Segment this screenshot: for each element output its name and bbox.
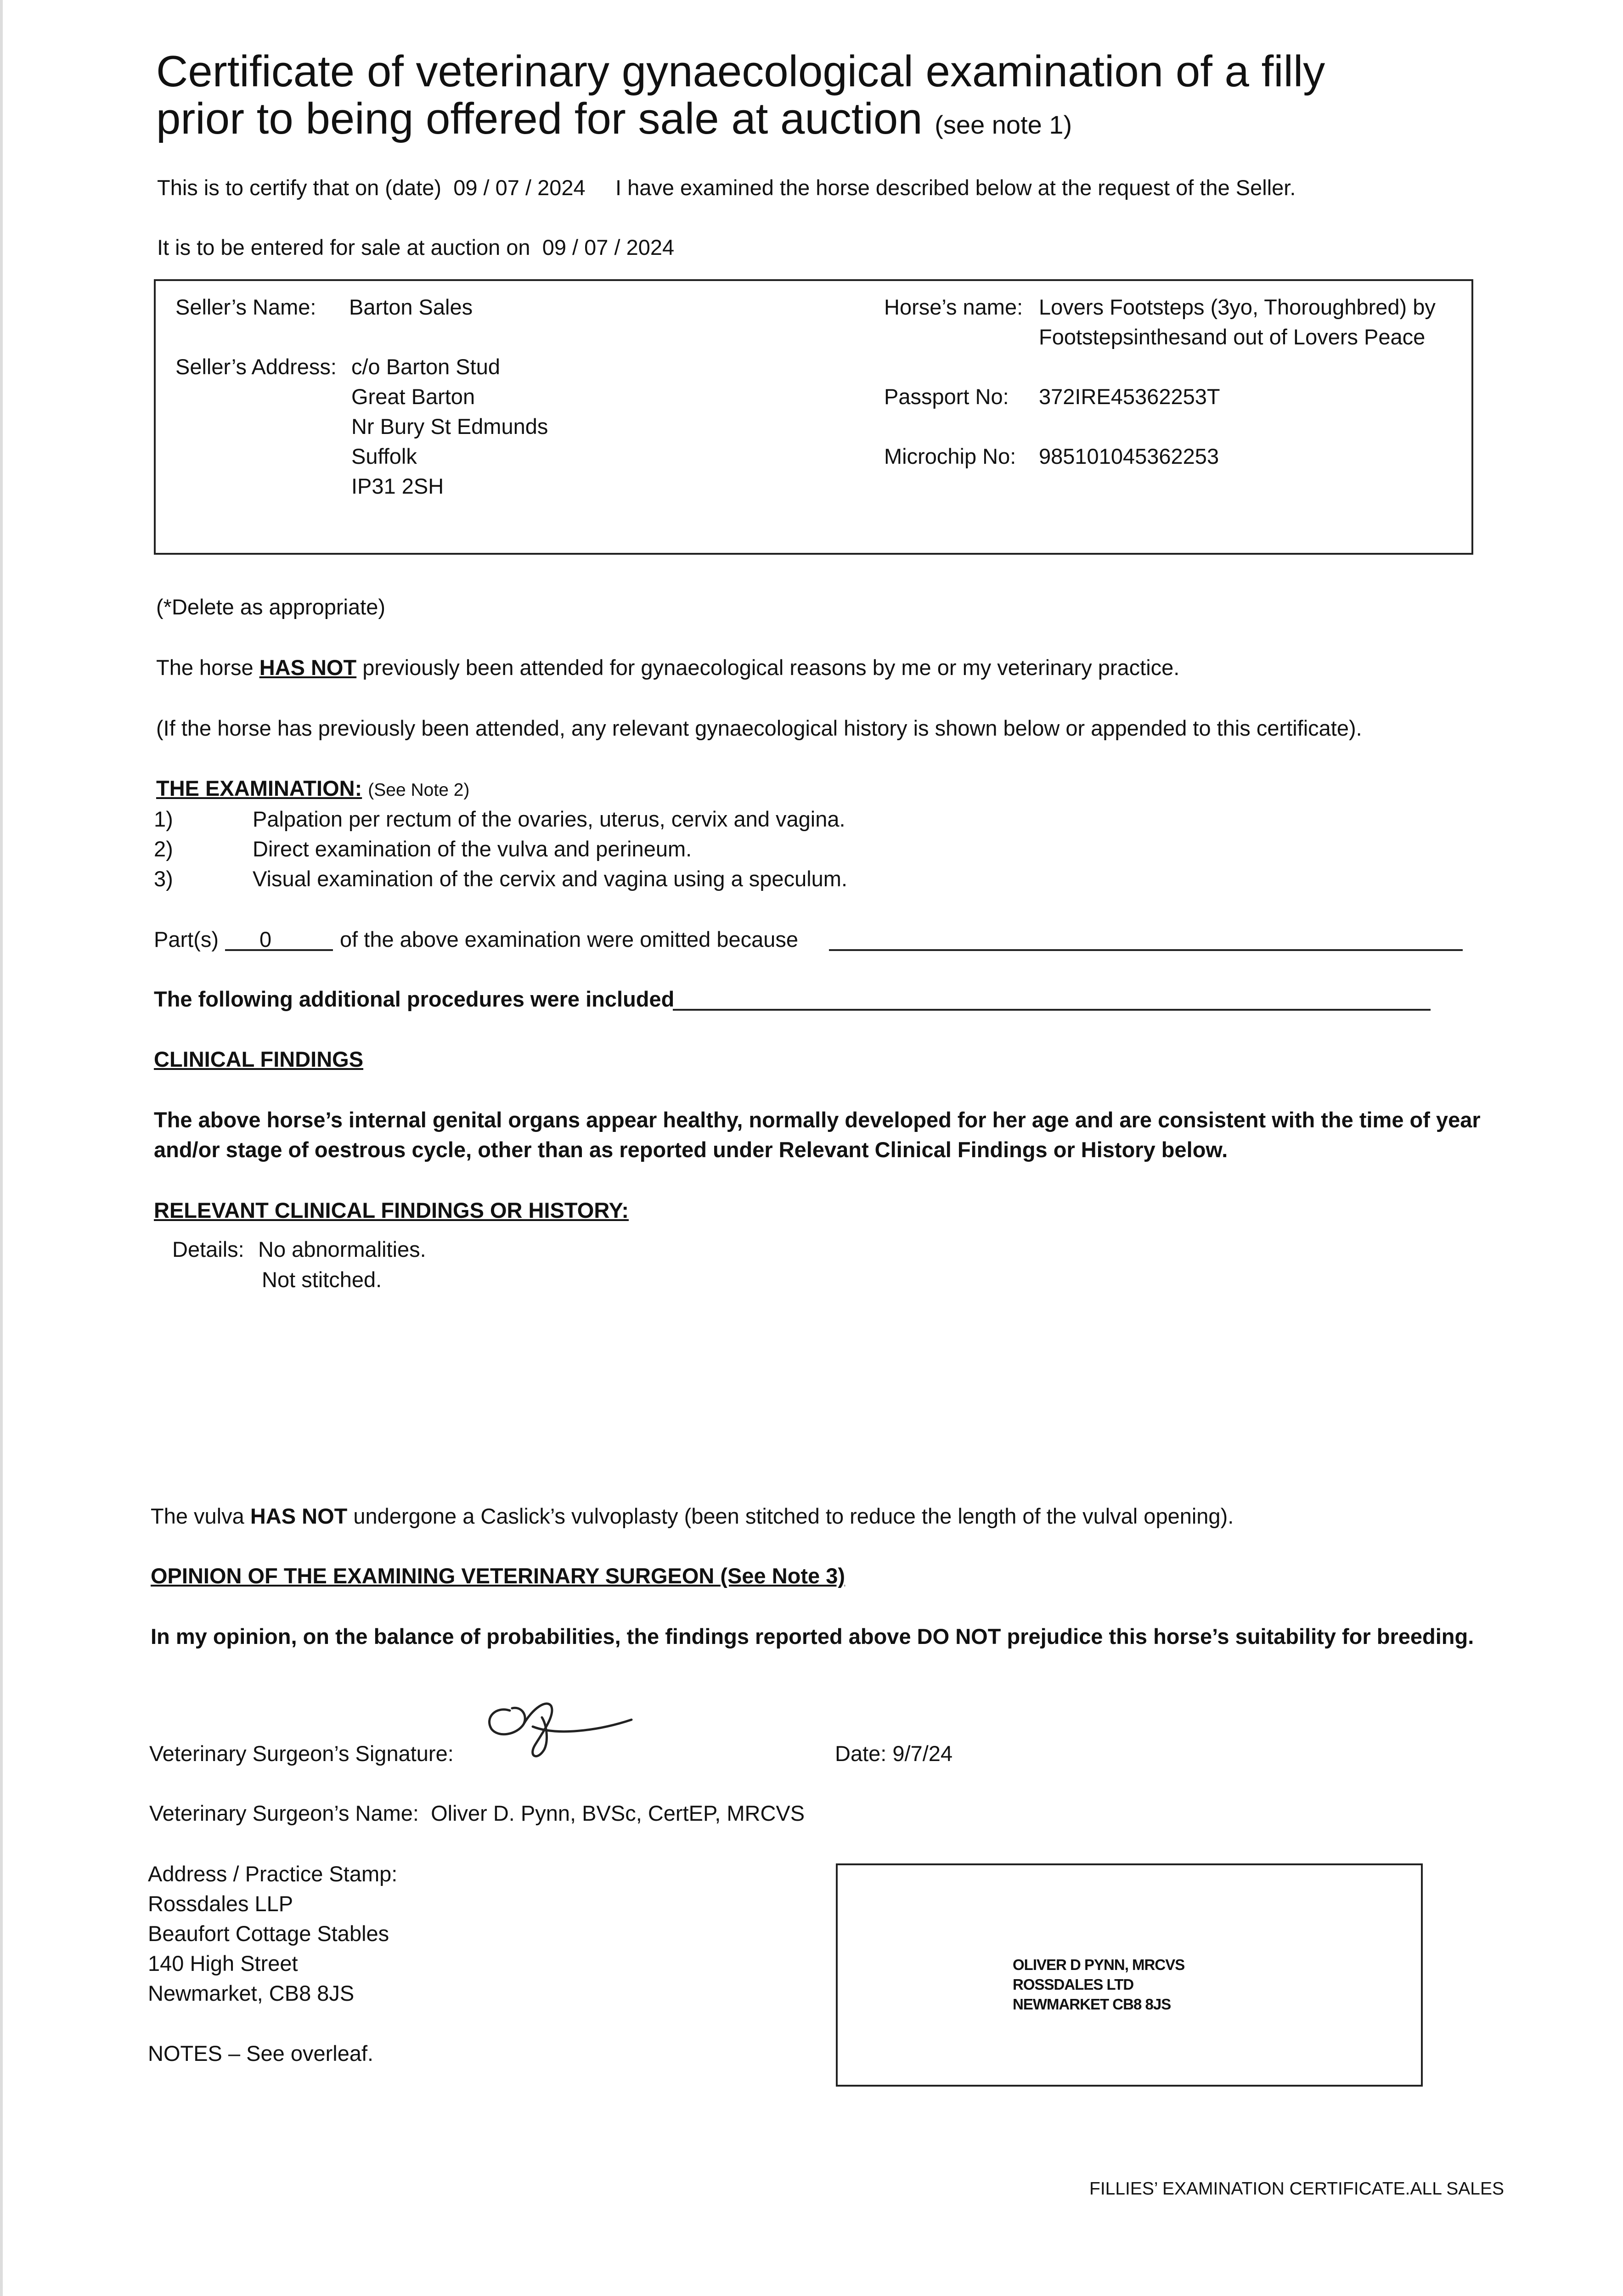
details-label: Details: — [172, 1237, 244, 1261]
seller-address-line-3: Nr Bury St Edmunds — [351, 414, 548, 439]
certify-suffix: I have examined the horse described below at the request of the Seller. — [615, 175, 1296, 200]
title-note: (see note 1) — [935, 110, 1072, 139]
signature-label: Veterinary Surgeon’s Signature: — [149, 1741, 454, 1766]
surgeon-name-label: Veterinary Surgeon’s Name: — [149, 1801, 419, 1825]
clinical-findings-text-1: The above horse’s internal genital organs appear healthy, normally developed for her age and are consistent with the time of year — [154, 1108, 1481, 1132]
passport-number: 372IRE45362253T — [1039, 384, 1220, 409]
date-label: Date: — [835, 1741, 887, 1766]
seller-name-label: Seller’s Name: — [175, 295, 316, 319]
practice-line-2: Beaufort Cottage Stables — [148, 1921, 389, 1946]
exam-date: 09 / 07 / 2024 — [453, 175, 586, 200]
horse-name-line-2: Footstepsinthesand out of Lovers Peace — [1039, 325, 1426, 349]
auction-line — [157, 236, 674, 258]
exam-item-2-num: 2) — [154, 837, 173, 861]
additional-procedures: The following additional procedures were included — [154, 987, 675, 1011]
sign-date: 9/7/24 — [892, 1741, 953, 1766]
stamp-line-1: OLIVER D PYNN, MRCVS — [1013, 1956, 1185, 1973]
passport-label: Passport No: — [884, 384, 1009, 409]
omitted-prefix: Part(s) — [154, 927, 219, 951]
details-line-1: No abnormalities. — [258, 1237, 426, 1261]
microchip-number: 985101045362253 — [1039, 444, 1219, 468]
examination-heading: THE EXAMINATION: — [156, 776, 362, 800]
seller-address-line-5: IP31 2SH — [351, 474, 444, 498]
exam-item-3-num: 3) — [154, 867, 173, 891]
horse-name-line-1: Lovers Footsteps (3yo, Thoroughbred) by — [1039, 295, 1436, 319]
seller-address-line-4: Suffolk — [351, 444, 417, 468]
certify-line — [157, 177, 1296, 198]
delete-note: (*Delete as appropriate) — [156, 595, 385, 619]
auction-prefix: It is to be entered for sale at auction on — [157, 235, 530, 259]
date-line — [835, 1743, 952, 1764]
scan-edge — [0, 0, 3, 2296]
attended-suffix: previously been attended for gynaecological reasons by me or my veterinary practice. — [362, 655, 1180, 680]
attended-status: HAS NOT — [259, 655, 357, 680]
relevant-findings-heading: RELEVANT CLINICAL FINDINGS OR HISTORY: — [154, 1198, 629, 1222]
attended-prefix: The horse — [156, 655, 254, 680]
seller-address-line-2: Great Barton — [351, 384, 475, 409]
clinical-findings-text-2: and/or stage of oestrous cycle, other than as reported under Relevant Clinical Findings or History below. — [154, 1137, 1228, 1162]
auction-date: 09 / 07 / 2024 — [542, 235, 675, 259]
practice-line-4: Newmarket, CB8 8JS — [148, 1981, 355, 2005]
certificate-title — [156, 48, 1325, 142]
practice-line-1: Rossdales LLP — [148, 1891, 293, 1916]
title-line-1: Certificate of veterinary gynaecological examination of a filly — [156, 47, 1325, 96]
exam-item-3-text: Visual examination of the cervix and vagina using a speculum. — [253, 867, 848, 891]
exam-item-1-text: Palpation per rectum of the ovaries, uterus, cervix and vagina. — [253, 807, 845, 831]
opinion-heading: OPINION OF THE EXAMINING VETERINARY SURGEON (See Note 3) — [151, 1564, 845, 1588]
seller-name: Barton Sales — [349, 295, 473, 319]
history-note: (If the horse has previously been attended, any relevant gynaecological history is shown below or appended to this certificate). — [156, 716, 1362, 740]
stamp-line-3: NEWMARKET CB8 8JS — [1013, 1995, 1171, 2013]
surgeon-name: Oliver D. Pynn, BVSc, CertEP, MRCVS — [431, 1801, 805, 1825]
practice-label: Address / Practice Stamp: — [148, 1862, 398, 1886]
handwritten-signature — [478, 1681, 643, 1768]
vulva-line — [151, 1505, 1234, 1527]
vulva-status: HAS NOT — [250, 1504, 348, 1528]
title-line-2: prior to being offered for sale at auction — [156, 94, 923, 143]
footer-label: FILLIES’ EXAMINATION CERTIFICATE.ALL SALES — [1089, 2179, 1505, 2199]
clinical-findings-heading: CLINICAL FINDINGS — [154, 1047, 364, 1071]
examination-heading-note: (See Note 2) — [368, 780, 470, 800]
exam-item-1-num: 1) — [154, 807, 173, 831]
microchip-label: Microchip No: — [884, 444, 1016, 468]
opinion-text: In my opinion, on the balance of probabilities, the findings reported above DO NOT prejudice this horse’s suitability for breeding. — [151, 1624, 1474, 1649]
stamp-line-2: ROSSDALES LTD — [1013, 1975, 1134, 1993]
title-line-2-wrap — [156, 96, 1325, 143]
omitted-reason-line — [829, 949, 1463, 951]
examination-heading-line — [156, 777, 469, 799]
details-line-2: Not stitched. — [262, 1267, 382, 1292]
seller-address-label: Seller’s Address: — [175, 355, 337, 379]
seller-address-line-1: c/o Barton Stud — [351, 355, 500, 379]
surgeon-name-line — [149, 1802, 805, 1824]
practice-line-3: 140 High Street — [148, 1951, 298, 1975]
certify-prefix: This is to certify that on (date) — [157, 175, 442, 200]
omitted-value: 0 — [259, 927, 272, 951]
additional-procedures-line — [673, 1009, 1431, 1011]
practice-stamp — [1013, 1955, 1184, 2015]
vulva-prefix: The vulva — [151, 1504, 244, 1528]
vulva-suffix: undergone a Caslick’s vulvoplasty (been stitched to reduce the length of the vulval opening). — [353, 1504, 1234, 1528]
omitted-value-line — [225, 949, 333, 951]
attended-line — [156, 657, 1179, 678]
notes-line: NOTES – See overleaf. — [148, 2041, 374, 2065]
exam-item-2-text: Direct examination of the vulva and perineum. — [253, 837, 692, 861]
omitted-suffix: of the above examination were omitted because — [340, 927, 799, 951]
horse-name-label: Horse’s name: — [884, 295, 1023, 319]
